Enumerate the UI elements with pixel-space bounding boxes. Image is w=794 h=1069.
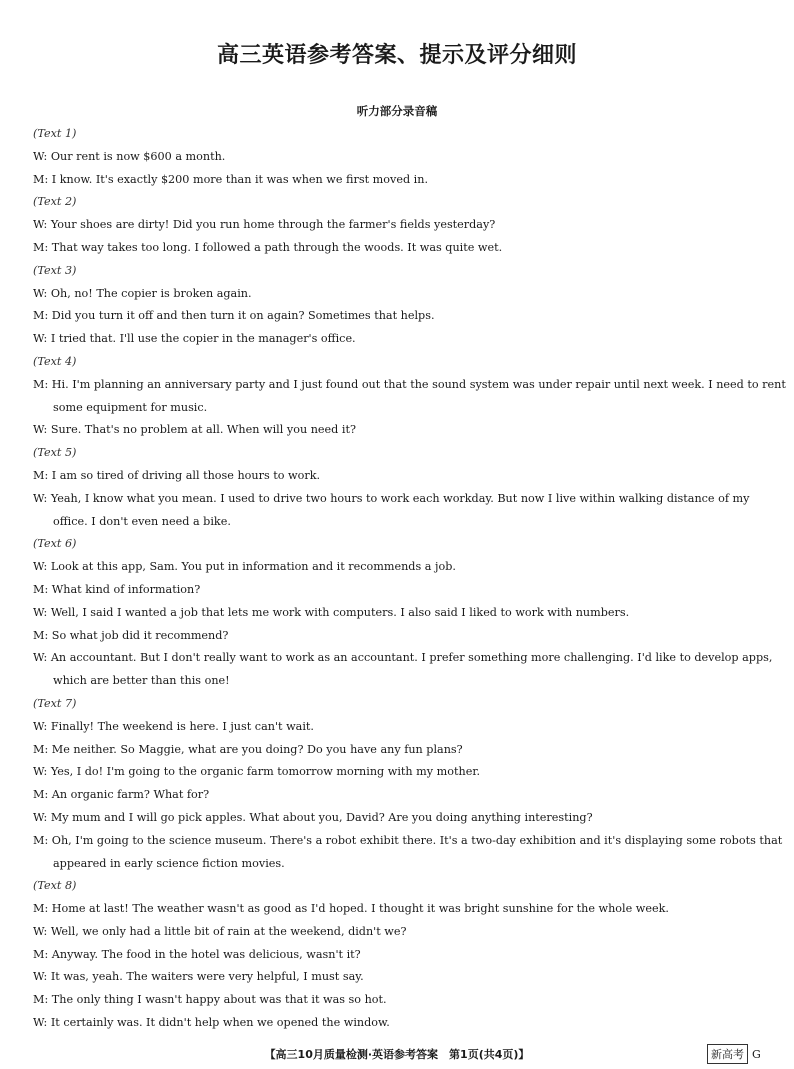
dialogue-continuation: some equipment for music. <box>53 400 208 414</box>
dialogue-line: W: Yeah, I know what you mean. I used to drive two hours to work each workday. But now I live within walking distance of my <box>33 491 750 505</box>
footer-page-info: 【高三10月质量检测·英语参考答案 第1页(共4页)】 <box>264 1048 530 1061</box>
text-label: (Text 6) <box>33 537 77 551</box>
dialogue-line: M: The only thing I wasn't happy about was that it was so hot. <box>33 993 387 1007</box>
dialogue-line: M: Oh, I'm going to the science museum. There's a robot exhibit there. It's a two-day exhibition and it's displaying some robots that <box>33 833 783 847</box>
dialogue-line: W: I tried that. I'll use the copier in the manager's office. <box>33 332 356 346</box>
version-letter: G <box>752 1048 761 1061</box>
text-label: (Text 8) <box>33 879 77 893</box>
exam-type-badge: 新高考 <box>707 1044 748 1064</box>
dialogue-line: W: Our rent is now $600 a month. <box>33 149 226 163</box>
section-title: 听力部分录音稿 <box>356 104 438 118</box>
dialogue-line: M: Anyway. The food in the hotel was delicious, wasn't it? <box>33 947 361 961</box>
page-title: 高三英语参考答案、提示及评分细则 <box>216 43 577 68</box>
dialogue-line: W: Well, we only had a little bit of rain at the weekend, didn't we? <box>33 924 407 938</box>
dialogue-line: W: Your shoes are dirty! Did you run home through the farmer's fields yesterday? <box>33 218 496 232</box>
page-footer <box>0 1044 794 1064</box>
dialogue-line: M: That way takes too long. I followed a path through the woods. It was quite wet. <box>33 240 503 254</box>
dialogue-line: W: An accountant. But I don't really want to work as an accountant. I prefer something more challenging. I'd like to develop apps, <box>33 651 773 665</box>
text-label: (Text 7) <box>33 696 77 710</box>
text-label: (Text 4) <box>33 354 77 368</box>
text-label: (Text 2) <box>33 195 77 209</box>
dialogue-line: W: Well, I said I wanted a job that lets me work with computers. I also said I liked to work with numbers. <box>33 605 630 619</box>
dialogue-line: W: Yes, I do! I'm going to the organic farm tomorrow morning with my mother. <box>33 765 480 779</box>
dialogue-line: W: My mum and I will go pick apples. What about you, David? Are you doing anything interesting? <box>33 810 593 824</box>
dialogue-line: W: Look at this app, Sam. You put in information and it recommends a job. <box>33 560 456 574</box>
dialogue-line: W: Oh, no! The copier is broken again. <box>33 286 252 300</box>
dialogue-line: W: It was, yeah. The waiters were very helpful, I must say. <box>33 970 364 984</box>
transcript-body <box>33 123 786 1035</box>
dialogue-continuation: appeared in early science fiction movies. <box>53 856 285 870</box>
dialogue-continuation: which are better than this one! <box>53 674 230 688</box>
dialogue-line: M: I know. It's exactly $200 more than it was when we first moved in. <box>33 172 429 186</box>
dialogue-line: M: So what job did it recommend? <box>33 628 229 642</box>
dialogue-line: M: What kind of information? <box>33 582 201 596</box>
dialogue-line: M: I am so tired of driving all those hours to work. <box>33 468 321 482</box>
dialogue-line: M: Did you turn it off and then turn it on again? Sometimes that helps. <box>33 309 435 323</box>
dialogue-line: M: Home at last! The weather wasn't as good as I'd hoped. I thought it was bright sunshine for the whole week. <box>33 902 669 916</box>
dialogue-line: M: An organic farm? What for? <box>33 788 210 802</box>
dialogue-line: W: It certainly was. It didn't help when we opened the window. <box>33 1016 390 1030</box>
dialogue-continuation: office. I don't even need a bike. <box>53 514 231 528</box>
dialogue-line: W: Sure. That's no problem at all. When will you need it? <box>33 423 356 437</box>
dialogue-line: M: Me neither. So Maggie, what are you doing? Do you have any fun plans? <box>33 742 463 756</box>
text-label: (Text 5) <box>33 446 77 460</box>
text-label: (Text 1) <box>33 127 77 140</box>
dialogue-line: W: Finally! The weekend is here. I just can't wait. <box>33 719 314 733</box>
dialogue-line: M: Hi. I'm planning an anniversary party and I just found out that the sound system was under repair until next week. I need to rent <box>33 377 786 391</box>
text-label: (Text 3) <box>33 263 77 277</box>
footer-badge-group <box>707 1044 761 1064</box>
